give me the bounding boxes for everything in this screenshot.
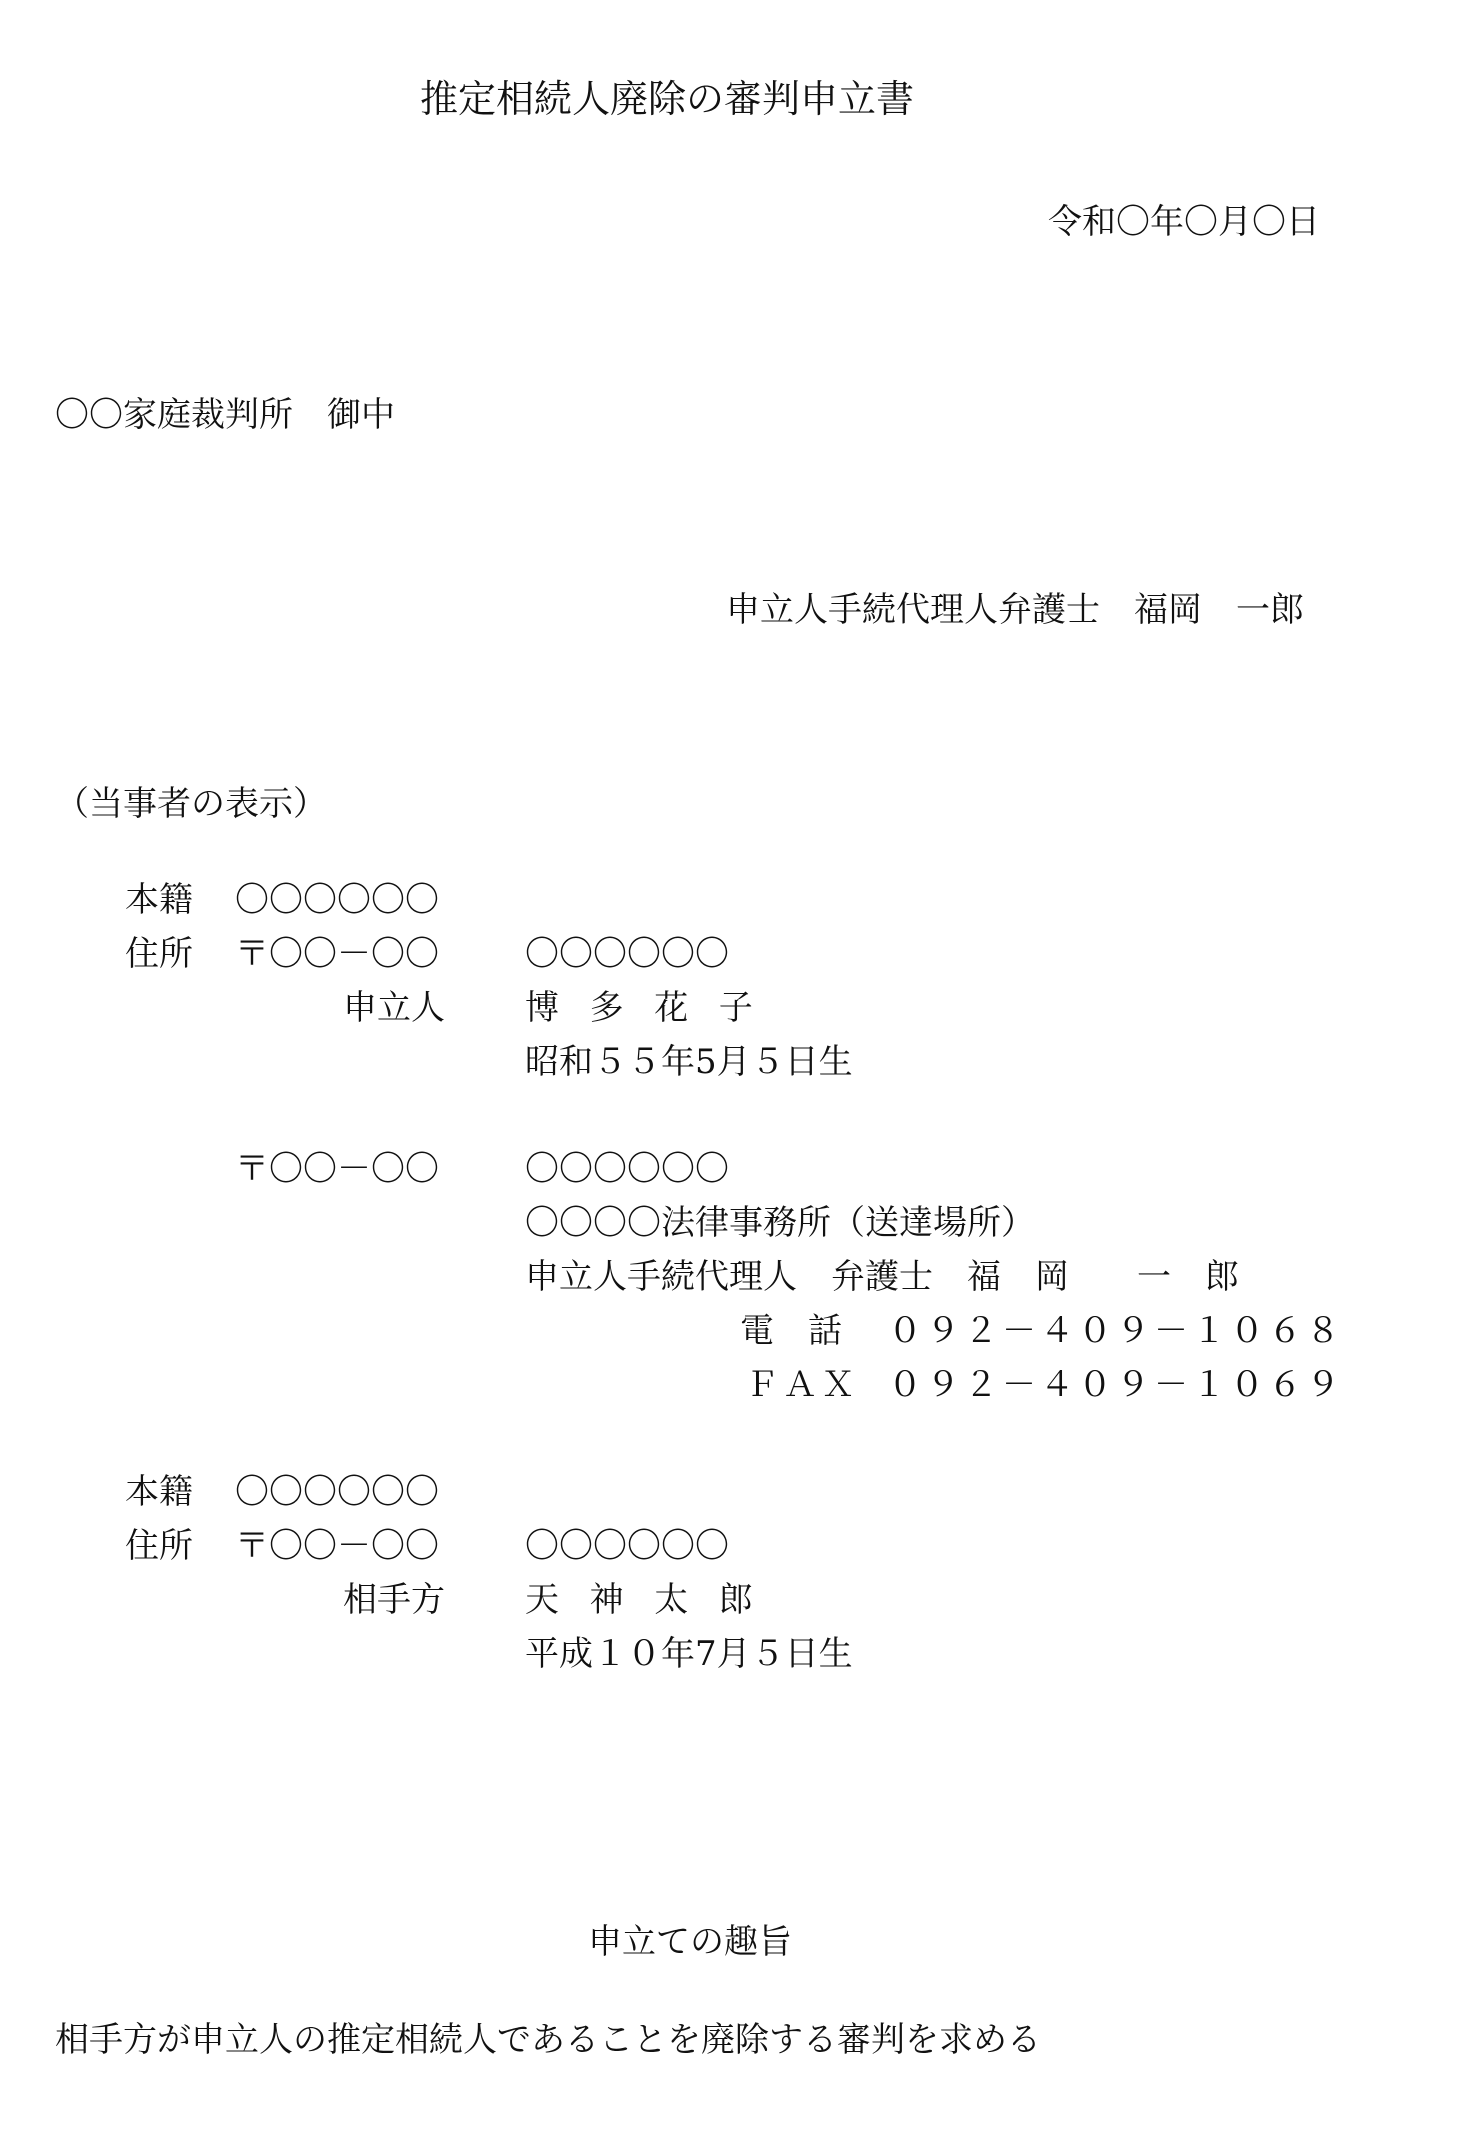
agent-office: 〇〇〇〇法律事務所（送達場所）: [525, 1203, 1035, 1243]
applicant-name: 博多花子: [525, 988, 784, 1028]
parties-heading: （当事者の表示）: [55, 784, 327, 824]
applicant-address-label: 住所: [125, 934, 193, 974]
respondent-birth: 平成１０年7月５日生: [525, 1634, 853, 1674]
applicant-role: 申立人: [343, 988, 445, 1028]
applicant-birth: 昭和５５年5月５日生: [525, 1042, 853, 1082]
document-title: 推定相続人廃除の審判申立書: [420, 77, 915, 121]
signatory: 申立人手続代理人弁護士 福岡 一郎: [726, 590, 1304, 630]
applicant-address: 〇〇〇〇〇〇: [525, 934, 729, 974]
applicant-postal-code: 〒〇〇－〇〇: [235, 934, 439, 974]
agent-fax: ０９２－４０９－１０６９: [888, 1365, 1344, 1405]
applicant-honseki-label: 本籍: [125, 880, 193, 920]
purpose-text: 相手方が申立人の推定相続人であることを廃除する審判を求める: [55, 2020, 1041, 2060]
purpose-heading: 申立ての趣旨: [588, 1922, 792, 1962]
addressee: 〇〇家庭裁判所 御中: [55, 395, 395, 435]
applicant-honseki-value: 〇〇〇〇〇〇: [235, 880, 439, 920]
respondent-name: 天神太郎: [525, 1580, 784, 1620]
respondent-honseki-label: 本籍: [125, 1472, 193, 1512]
agent-role-line: 申立人手続代理人 弁護士 福 岡 一 郎: [525, 1257, 1239, 1297]
respondent-address: 〇〇〇〇〇〇: [525, 1526, 729, 1566]
agent-tel-label: 電 話: [740, 1311, 842, 1351]
respondent-postal-code: 〒〇〇－〇〇: [235, 1526, 439, 1566]
respondent-role: 相手方: [343, 1580, 445, 1620]
respondent-address-label: 住所: [125, 1526, 193, 1566]
agent-tel: ０９２－４０９－１０６８: [888, 1311, 1344, 1351]
respondent-honseki-value: 〇〇〇〇〇〇: [235, 1472, 439, 1512]
date: 令和〇年〇月〇日: [1048, 202, 1320, 242]
agent-postal-code: 〒〇〇－〇〇: [235, 1149, 439, 1189]
agent-address: 〇〇〇〇〇〇: [525, 1149, 729, 1189]
agent-fax-label: ＦＡＸ: [745, 1365, 859, 1405]
